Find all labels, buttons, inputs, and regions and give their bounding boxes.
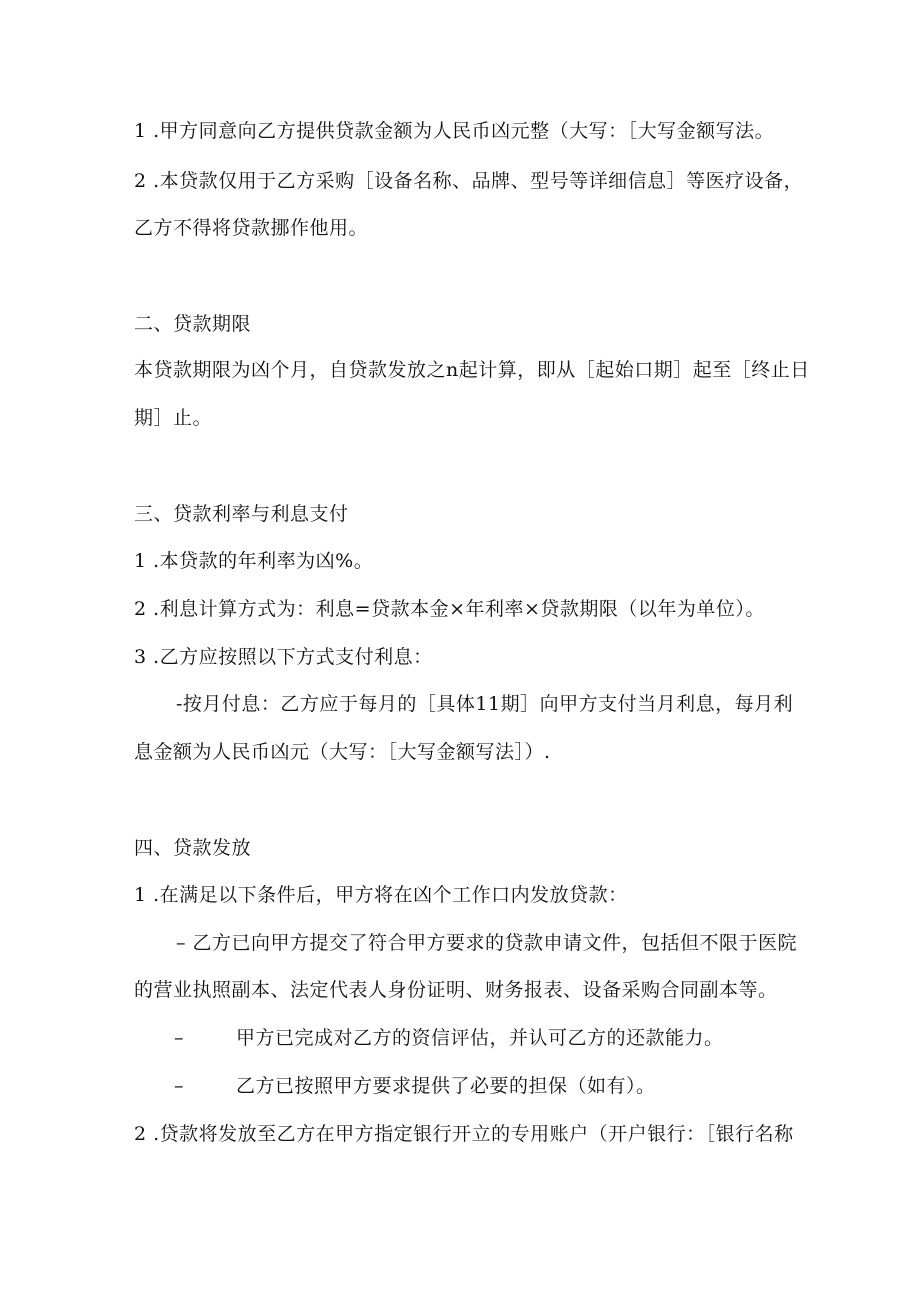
list-dash: – <box>174 1075 184 1097</box>
clause-4-1-item-2-text: 甲方已完成对乙方的资信评估，并认可乙方的还款能力。 <box>236 1027 724 1049</box>
clause-4-1-item-3 <box>174 1074 656 1098</box>
clause-3-3-sub: -按月付息：乙方应于每月的［具体11期］向甲方支付当月利息，每月利 <box>176 693 794 715</box>
clause-4-1-item-1-cont: 的营业执照副本、法定代表人身份证明、财务报表、设备采购合同副本等。 <box>134 979 778 1001</box>
list-dash: – <box>174 1027 184 1049</box>
clause-1-1: 1 .甲方同意向乙方提供贷款金额为人民币凶元整（大写：［大写金额写法。 <box>134 120 775 142</box>
clause-4-1-item-2 <box>174 1026 724 1050</box>
clause-3-3-sub-cont: 息金额为人民币凶元（大写：［大写金额写法］）. <box>134 741 551 763</box>
clause-4-1-item-1: – 乙方已向甲方提交了符合甲方要求的贷款申请文件，包括但不限于医院 <box>176 932 798 954</box>
clause-3-2: 2 .利息计算方式为：利息=贷款本金×年利率×贷款期限（以年为单位）。 <box>134 598 765 620</box>
section-2-text-cont: 期］止。 <box>134 407 213 429</box>
section-heading-3: 三、贷款利率与利息支付 <box>134 503 349 525</box>
section-2-text: 本贷款期限为凶个月，自贷款发放之n起计算，即从［起始口期］起至［终止日 <box>134 359 810 381</box>
clause-4-2: 2 .贷款将发放至乙方在甲方指定银行开立的专用账户（开户银行：［银行名称 <box>134 1123 794 1145</box>
section-heading-4: 四、贷款发放 <box>134 837 252 859</box>
section-heading-2: 二、贷款期限 <box>134 313 252 335</box>
clause-4-1: 1 .在满足以下条件后，甲方将在凶个工作口内发放贷款： <box>134 884 628 906</box>
clause-1-2-cont: 乙方不得将贷款挪作他用。 <box>134 217 369 239</box>
clause-1-2: 2 .本贷款仅用于乙方采购［设备名称、品牌、型号等详细信息］等医疗设备， <box>134 170 804 192</box>
clause-3-3: 3 .乙方应按照以下方式支付利息： <box>134 646 433 668</box>
clause-4-1-item-3-text: 乙方已按照甲方要求提供了必要的担保（如有）。 <box>236 1075 656 1097</box>
clause-3-1: 1 .本贷款的年利率为凶%。 <box>134 550 374 572</box>
